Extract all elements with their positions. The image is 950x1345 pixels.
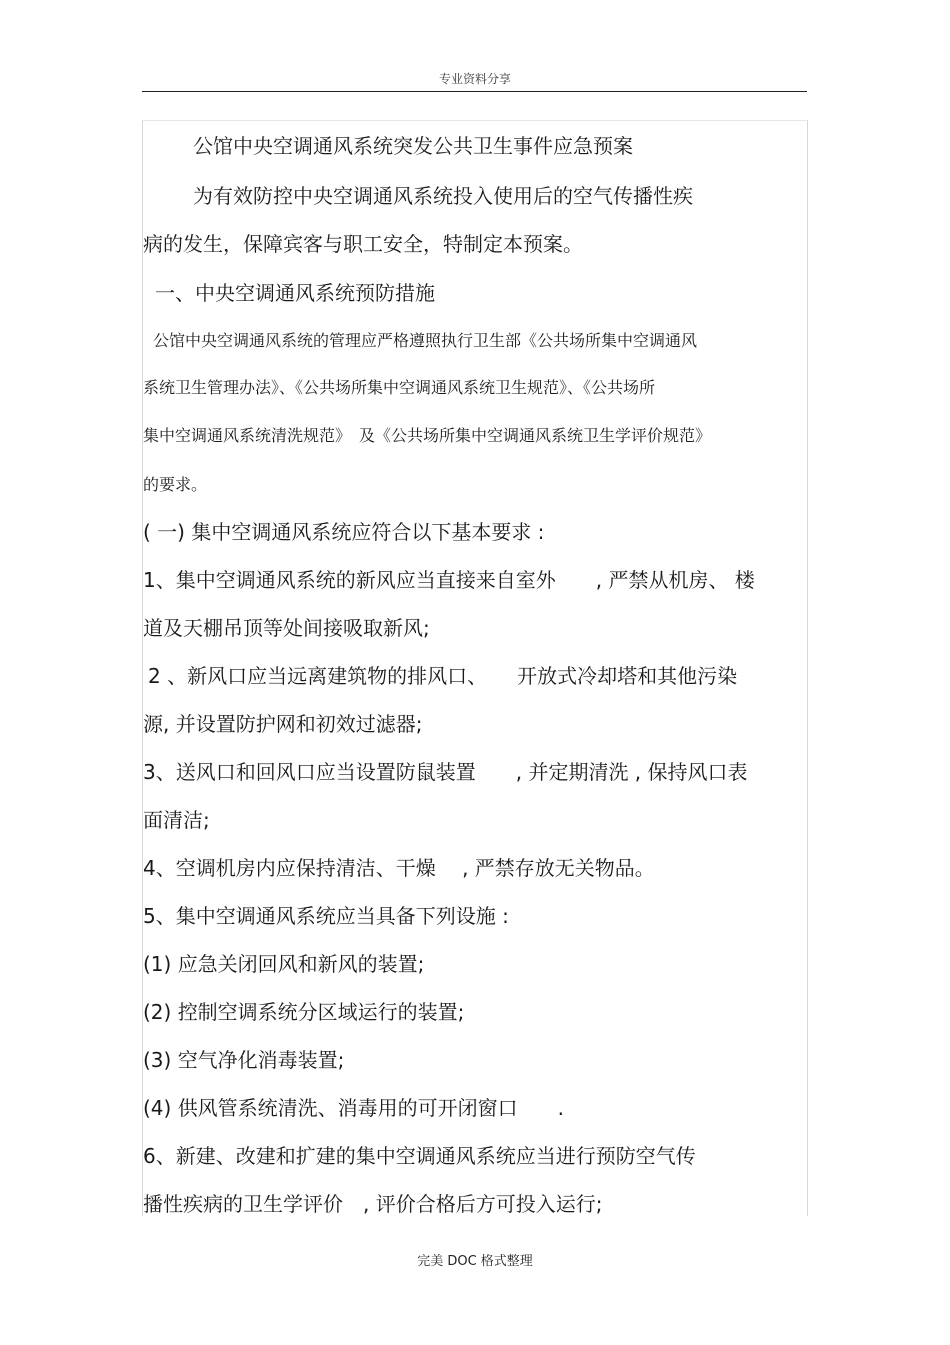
- item-5-sub-4: (4) 供风管系统清洗、消毒用的可开闭窗口 .: [143, 1096, 565, 1120]
- item-5-sub-3: (3) 空气净化消毒装置;: [143, 1048, 345, 1072]
- regulation-paragraph-line-1: 公馆中央空调通风系统的管理应严格遵照执行卫生部《公共场所集中空调通风: [153, 331, 698, 350]
- item-5-sub-1: (1) 应急关闭回风和新风的装置;: [143, 952, 425, 976]
- item-6-line-1: 6、新建、改建和扩建的集中空调通风系统应当进行预防空气传: [143, 1144, 696, 1168]
- item-2-line-2: 源, 并设置防护网和初效过滤器;: [143, 712, 423, 736]
- item-3-line-2: 面清洁;: [143, 808, 210, 832]
- subsection-1-heading: ( 一) 集中空调通风系统应符合以下基本要求 :: [143, 520, 545, 544]
- header-rule: [142, 91, 807, 92]
- item-5-sub-2: (2) 控制空调系统分区域运行的装置;: [143, 1000, 465, 1024]
- item-5: 5、集中空调通风系统应当具备下列设施 :: [143, 904, 509, 928]
- item-2-line-1: 2 、新风口应当远离建筑物的排风口、 开放式冷却塔和其他污染: [148, 664, 738, 688]
- intro-paragraph-line-1: 为有效防控中央空调通风系统投入使用后的空气传播性疾: [193, 184, 693, 208]
- document-title: 公馆中央空调通风系统突发公共卫生事件应急预案: [193, 134, 633, 158]
- regulation-paragraph-line-2: 系统卫生管理办法》、《公共场所集中空调通风系统卫生规范》、《公共场所: [143, 378, 656, 397]
- regulation-paragraph-line-4: 的要求。: [143, 475, 208, 494]
- section-1-heading: 一、中央空调通风系统预防措施: [155, 281, 435, 305]
- item-3-line-1: 3、送风口和回风口应当设置防鼠装置 , 并定期清洗 , 保持风口表: [143, 760, 748, 784]
- item-1-line-2: 道及天棚吊顶等处间接吸取新风;: [143, 616, 430, 640]
- item-4: 4、空调机房内应保持清洁、干燥 , 严禁存放无关物品。: [143, 856, 655, 880]
- intro-paragraph-line-2: 病的发生，保障宾客与职工安全，特制定本预案。: [143, 232, 583, 256]
- regulation-paragraph-line-3: 集中空调通风系统清洗规范》 及《公共场所集中空调通风系统卫生学评价规范》: [143, 426, 712, 445]
- page-footer: 完美 DOC 格式整理: [417, 1254, 533, 1269]
- item-6-line-2: 播性疾病的卫生学评价 , 评价合格后方可投入运行;: [143, 1192, 603, 1216]
- item-1-line-1: 1、集中空调通风系统的新风应当直接来自室外 , 严禁从机房、 楼: [143, 568, 755, 592]
- page-header: 专业资料分享: [438, 72, 511, 86]
